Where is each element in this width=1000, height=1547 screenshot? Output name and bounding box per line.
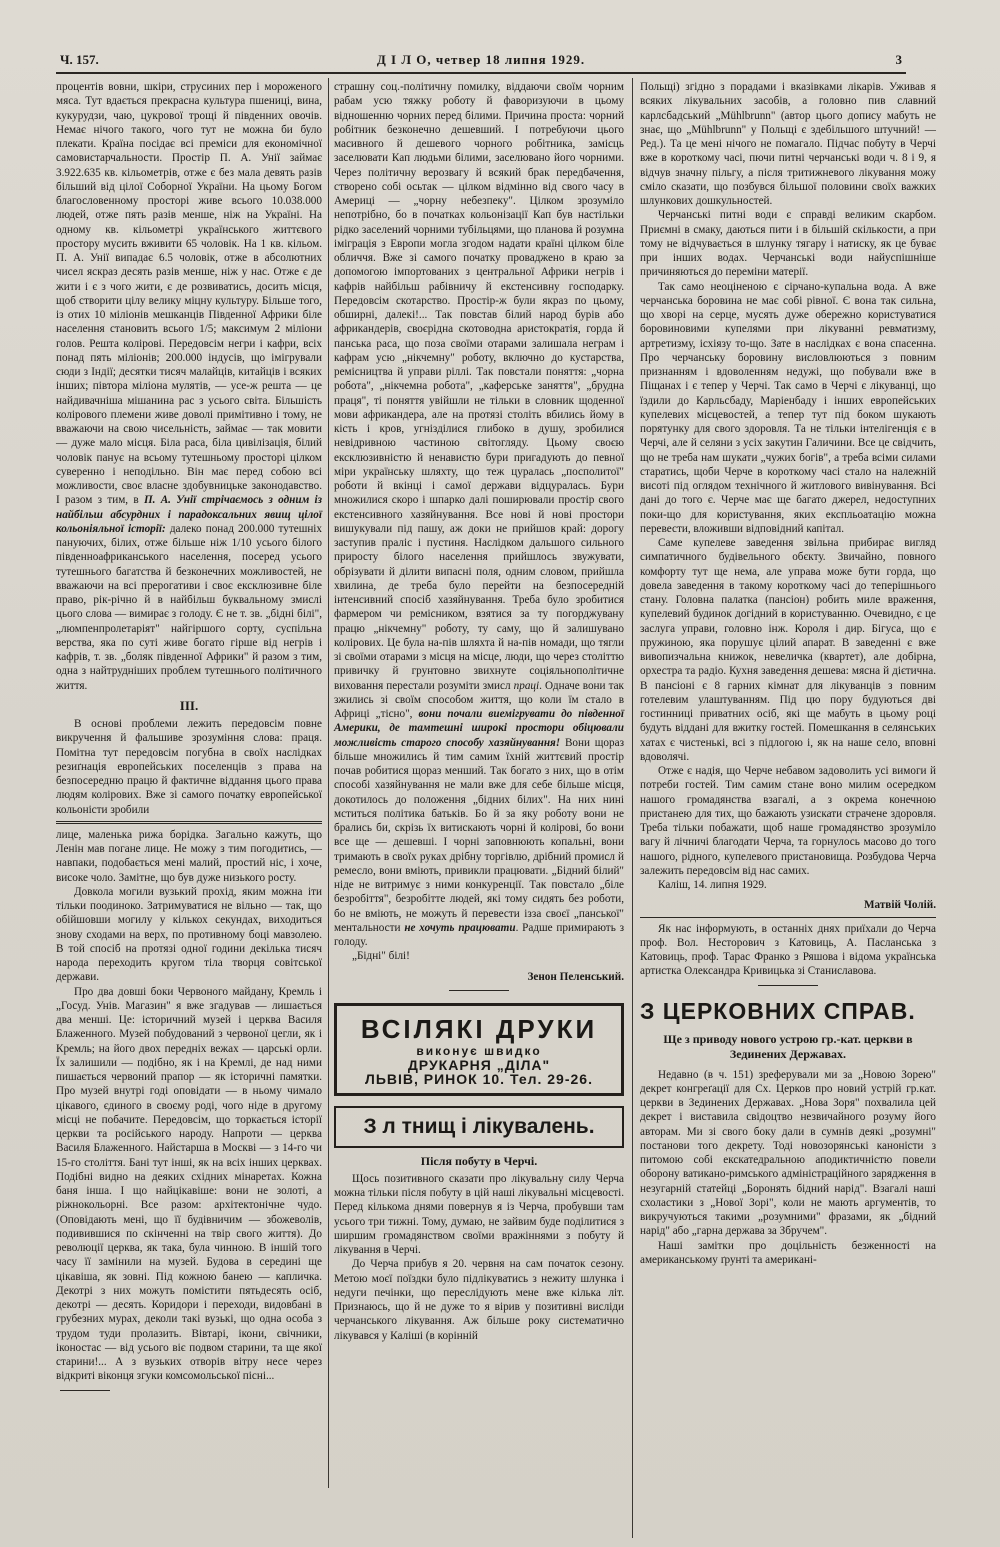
end-rule	[449, 990, 509, 991]
column-1	[56, 80, 322, 1391]
column-divider	[632, 78, 633, 1538]
column-3	[640, 80, 936, 1267]
author-signature: Зенон Пеленський.	[527, 970, 624, 983]
article-paragraph: В основі проблеми лежить передовсім повне викручення й фальшиве зрозуміння слова: праця. Помітна тут передовсім погубна в своїх наслідках резиґнація европейських поселенців з права на безпосередню працю й фактичне віддання цього права людям колірових. Вже зі самого початку европейської кольоністи зробили	[56, 718, 322, 816]
article-headline-box	[334, 1106, 624, 1148]
end-rule	[758, 985, 818, 986]
article-paragraph: Польщі) згідно з порадами і вказівками лікарів. Уживав я всяких лікувальних засобів, а головно пив славний карлсбадський „Mühlbrunn" (автор цього допису мабуть не знає, що „Mühlbrunn" у Польщі є здебільшого штучний! — Ред.). Та це мені нічого не помагало. Підчас побуту в Черчі вже в короткому часі, пючи питні черчанські води ч. 8 і 9, я відчув значну пільгу, а після тритижневого лікування можу сміло сказати, що позбувся більшої половини своїх важких шлункових дошкульностей.	[640, 81, 936, 207]
page-number: 3	[895, 52, 902, 67]
column-2	[334, 80, 624, 1343]
article-paragraph: До Черча прибув я 20. червня на сам початок сезону. Метою моєї поїздки було підлікуватись з нежиту шлунка і недуги печінки, що переслідують мене вже кілька літ. Признаюсь, що й не дуже то я вірив у позитивні висліди черчанського лікування. Аж більше року систематично лікувався у Каліші (в корінній	[334, 1258, 624, 1342]
article-paragraph: процентів вовни, шкіри, струсиних пер і мороженого мяса. Тут вдається прекрасна культура пшениці, вина, кукурудзи, чаю, цукрової трощі й південних овочів. Немає нічого такого, чого тут не можна би було плекати. Країна посідає всі преміси для економічної самовистарчальности. Простір П. А. Унії займає 3.922.635 кв. кільометрів, отже є без мала девять разів більший від цілої Соборної України. На цьому Богом благословенному просторі живе всього 10.038.000 людей, отже пять разів менше, ніж на Україні. На одному кв. кільометрі українського життєвого простору мусить вживити 65 чоловік. На 1 кв. кільом. П. А. Унії випадає 6.5 чоловік, отже в абсолютних чисел яскраз десять разів менше, ніж у нас. Отже є де жити і є з чого жити, є де розвиватись, досить місця, щоб створити цілу велику міцну культуру. Більше того, із отих 10 міліонів мешканців Південної Африки біле населення становить всього 1/5; максимум 2 міліони голов. Решта колірові. Передовсім негри і кафри, всіх понад пять міліонів; 200.000 індусів, що імігрували сюди з Індії; десятки тисяч малайців, китайців і всяких інших; півтора міліона мулятів, — усе-ж решта — це найдивачніша мішанина рас з усього світа. Більшість колірового племени живе доволі примітивно і тому, не вважаючи на свою чисельність, займає — так мовити — дуже мало місця. Біла раса, біла цивілізація, білий чоловік панує на всьому тутешньому просторі цілком суверенно і неподільно. Він має перед собою всі можливости, своє власне здобувницьке законодавство. І разом з тим, в П. А. Унії стрічаємось з одним із найбільш абсурдних і парадоксальних явищ цілої кольоніяльної історії: далеко понад 200.000 тутешніх пануючих, білих, отже більше ніж 1/10 усього білого південноафриканського населення, посеред усього тутешнього багатства й безконечних можливостей, не вважаючи на всі прерогативи і своє ексклюзивне біле право, рік-річно й в найбільш буквальному змислі цього слова — вимирає з голоду. Є не т. зв. „бідні білі", „люмпенпролетаріят" найгіршого сорту, суспільна верства, яка по суті живе богато гірше від негрів і кафрів, т. зв. „боляк південної Африки" й разом з тим, одна з найтрудніших проблем тутешнього політичного життя.	[56, 81, 323, 692]
article-paragraph: Про два довші боки Червоного майдану, Кремль і „Госуд. Унів. Магазин" я вже згадував — лишається два менші. Це: історичний музей і церква Василя Блаженного. Музей побудований з червоної цегли, як і Кремль; на його двох передніх вежах — царські орли. Їх залишили — подібно, як і на Кремлі, де над ними пишається червоний прапор — як історичні памятки. Про музей внутрі годі оповідати — в ньому чимало цікавого, єдиного в своєму роді, чого ніде в другому місці не побачите. Передовсім, що торкається історії церкви та російського народу. Напроти — церква Василя Блаженного. Найстарша в Москві — з 14-го чи 15-го століття. Бані тут інші, як на всіх інших церквах. Подібні видно на деяких східних мінаретах. Кожна баня інша. І що найцікавіше: вони не золоті, а ріжнокольорні. Все разом: архітектонічне чудо. (Оповідають мені, що її будівничим — збожеволів, подивившися по скінченні на твір свого життя). До революції церква, як така, була чинною. В іншій того часу її замінили на музей. Будова в середині ще цікавіша, як зовні. Під кожною банею — капличка. Декотрі з них можуть помістити пятьдесять осіб, декотрі — десять. Коридори і переходи, видовбані в грубезних мурах, деколи такі вузькі, що одна особа з трудом туди пролазить. Вівтарі, ікони, свічники, іконостас — від усього віє подвом старини, та ще якої старини!... А з вузьких отворів вітру несе через відкриті віконця згуки комсомольської пісні...	[56, 985, 322, 1383]
article-paragraph: лице, маленька рижа борідка. Загально кажуть, що Ленін мав погане лице. Не можу з тим погодитись, — навпаки, подобається мені малий, простий ніс, і хоче, високе чоло. Замітне, що був дуже низького росту.	[56, 828, 322, 884]
ad-headline: ВСІЛЯКІ ДРУКИ	[360, 1013, 598, 1044]
article-paragraph: Так само неоціненою є сірчано-купальна вода. А вже черчанська боровина не має собі рівної. Є вона так сильна, що хворі на серце, мусять дуже обережно користуватися боровиновими купелями при лікуванні ревматизму, артретизму, ісхіязу то-що. Зате в наслідках є вона спасенна. Про черчанську боровину висловлюються з повним признанням і вдоволенням недужі, що побували вже в Піщанах і є тепер у Черчі. Так само в Черчі є лікуванці, що їздили до Карльсбаду, Маріенбаду і інших европейських купелевих місцевостей, а тепер тут під боком шукають порятунку для свого здоровля. Та не тільки інтелігенція є в Черчі, але й селяни з усіх закутин Галичини. Все це свідчить, що не треба нам шукати „чужих богів", а треба всіми силами старатись, щоби Черче в короткому часі стало на належній висоті під оглядом технічного й житлового вивінування. Всі дані до того є. Черче має ще багато джерел, недоступних поки-що для користування, яких експльоатацію можна перевести, вложивши відповідний капітал.	[640, 280, 936, 535]
article-title: З л тнищ і лікувалень.	[363, 1114, 595, 1138]
article-subtitle: Після побуту в Черчі.	[420, 1153, 538, 1168]
issue-number: Ч. 157.	[60, 52, 99, 67]
article-paragraph: Отже є надія, що Черче небавом задоволить усі вимоги й потреби гостей. Тим самим стане воно милим осередком нашого громадянства взагалі, а з окрема конечною пристанею для тих, що бажають узискати страчене здоровля. Треба тільки побажати, щоб наше громадянство зрозуміло вагу й лічничі благодати Черча, та горнулось масово до того нашого, рідного, купелевого пристановища. Розбудова Черча залежить передовсім від нас самих.	[640, 765, 936, 877]
ad-address: ЛЬВІВ, РИНОК 10. Тел. 29-26.	[365, 1071, 593, 1088]
dateline: Каліш, 14. липня 1929.	[658, 879, 767, 891]
article-divider	[56, 821, 322, 824]
article-paragraph: Черчанські питні води є справді великим скарбом. Приємні в смаку, даються пити і в більшій скількости, а при тому не відчувається в шлунку тягару і натиску, як це буває при інших водах. Черчанські води найуспішніше причиняються до переміни матерії.	[640, 209, 936, 279]
section-headline: З ЦЕРКОВНИХ СПРАВ.	[640, 997, 916, 1024]
masthead	[56, 50, 906, 70]
article-divider	[640, 917, 936, 918]
ad-line: виконує швидко	[416, 1043, 542, 1058]
print-advertisement	[334, 1003, 624, 1096]
masthead-rule	[56, 72, 906, 74]
news-item: Як нас інформують, в останніх днях приїхали до Черча проф. Вол. Несторович з Катовиць, А. Пасланська з Катовиць, проф. Тарас Франко з Ряшова і відома українська артистка Олександра Кривицька зі Станиславова.	[640, 922, 936, 978]
column-divider	[328, 78, 329, 1488]
article-subtitle: Ще з приводу нового устрою гр.-кат. церкви в Зединених Державах.	[663, 1031, 913, 1061]
article-paragraph: Недавно (в ч. 151) зреферували ми за „Новою Зорею" декрет конгреґації для Сх. Церков про новий устрій гр.кат. церкви в Зединених Державах. „Нова Зоря" похвалила цей декрет і виставила свідоцтво незвичайного розуму його авторам. Ми зі свого боку дали в сумнів деякі „розумні" постанови того декрету. Тоді новозорянські каноністи з питомою собі екскатедральною аподиктичністю повели оборону ватикано-римського адміністраційного зарядження в незугарній статейці „Боронять бідний нарід". Взагалі наші схоластики з „Нової Зорі", коли не мають аргументів, то викручуються такими „розумними" фразами, як „бідний нарід" або „гарна держава за Збручем".	[640, 1068, 936, 1238]
end-rule	[60, 1390, 110, 1391]
ad-printer: ДРУКАРНЯ „ДІЛА"	[407, 1057, 551, 1073]
article-paragraph: „Бідні" білі!	[352, 950, 410, 963]
article-paragraph: страшну соц.-політичну помилку, віддаючи своїм чорним рабам усю тяжку роботу й фаворизуючи в цьому відношенню чорних перед білими. Причина проста: чорний робітник безконечно дешевший. І потребуючи цього масивного й дешевого чорного робітника, замісць заселювати Кап людьми білими, заселювано його чорними. Через політичну верозвагу й всякий брак передбачення, створено собі осьтак — цілком відмінно від свого часу в Америці — „чорну небезпеку". Цілком зрозуміло непотрібно, бо в початках кольонізації Кап був настільки рідко заселений чорними тубільцями, що планова й розумна іміграція з Европи могла згодом надати країні цілком біле обличчя. Вже зі самого початку проваджено в краю за допомогою імпортованих з центральної Африки негрів і кафрів найбільш рабівничу й екстенсивну господарку. Передовсім скотарство. Простір-ж були якраз по цьому, обширні, далекі!... Так повстав білий народ бурів або африкандерів, своєрідна скотоводна аристократія, горда й панська раса, що поза своїми отарами залишала неграм і кафрам усю „нікчемну" роботу, включно до кустарства, ремісництва й управи ріллі. Так повстали поняття: „чорна робота", „нікчемна робота", „каферське заняття", „брудна праця", ті поняття увійшли не тільки в словник щоденної мови африкандера, але на протязі століть вбились йому в кість і кров, угнізділися глибоко в душу, зробилися невідривною частиною світогляду. Цьому своєю ексклюзивністю й ненавистю бури пригадують до певної міри українську шляхту, що теж цуралась „посполитої" роботи й вкінці і самої держави відцуралась. Бури множилися скоро і шпарко далі поширювали простір свого екстенсивного хазяйнування. Все нові й нові простори вишукували під пашу, аж доки не прийшов край: дорогу заступив праліс і пустиня. Наслідком дальшого сильного приросту білого населення прийшлось звужувати, обрізувати й ділити випасні поля, одним словом, прийшла хвилина, де треба було перейти на безпосередній інтенсивний спосіб хазяйнування. Треба було зробитися фармером чи ремісником, взятися за ту погорджувану працю „нікчемну" роботу, ту саму, що й залишувано колірових. Це була на-пів шляхта й на-пів номади, що тягли зі своїми отарами з місця на місце, люди, що через століттю привичку й грунтовно звихнуте соціяльнополітичне виховання перестали розуміти змисл праці. Одначе вони так зжились зі своїм способом життя, що коли їм стало в Африці „тісно", вони почали виемігрувати до південної Америки, де тамтешні широкі простори обіцювали можливість старого способу хазяйнування! Вони щораз більше множились й тим самим їхній життєвий простір почав робитися щораз менший. Так богато з них, що в отім способі хазяйнування не мали вже для себе більше місця, докотилось до положення „бідних білих". На них нині мститься політика батьків. Бо й за яку роботу вони не брались би, скрізь їх витискають чорні й колірові, бо вони все ще — дешевші. І чорні заповнюють копальні, вони тримають в своїх руках дрібну торгівлю, дрібний промисл й ремесло, вони вміють, привикли працювати. „Бідний білий" ніде не витримує з ними конкуренції. Так повстало „біле безробіття", безробітте людей, які тому сидять без роботи, бо не вміють, не можуть й перевести ізза своєї „панської" ментальности не хочуть працювати. Радше примирають з голоду.	[334, 81, 625, 948]
article-paragraph: Щось позитивного сказати про лікувальну силу Черча можна тільки після побуту в цій наші лікувальні місцевості. Перед кількома днями повернув я із Черча, пробувши там усього три тижні. Тому, думаю, не зайвим буде поділитися з ширшим громадянством своїми вражіннями з побуту й лікування в Черчі.	[334, 1172, 624, 1256]
newspaper-title: Д І Л О, четвер 18 липня 1929.	[376, 52, 586, 67]
article-paragraph: Саме купелеве заведення звільна прибирає вигляд симпатичного будівельного обєкту. Звичайно, повного комфорту тут ще нема, але управа може бути горда, що довела заведення в такому короткому часі до теперішнього стану. Головна палатка (пансіон) робить миле враження, купелевий будинок догідний в користуванню. Очевидно, є це заслуга управи, головно інж. Короля і дир. Бігуса, що є пружиною, яка порушує цілий апарат. В заведенні є вже вивопизчальна книжок, невеличка (квартет), але добірна, орхестра та радіо. Кухня заведення дешева: мясна й дієтична. В пансіоні є 8 гарних кімнат для лікуванців з повним готелевим улаштуванням. Під цю пору будуються дві гостинниці приватних осіб, які ще мабуть в цьому році будуть віддані для вжитку гостей. Помешкання в селянських хатах є чистенькі, всі з підлогою і, як на наше село, вповні вдоволячі.	[640, 537, 936, 763]
author-signature: Матвій Чолій.	[863, 899, 936, 912]
article-paragraph: Наші замітки про доцільність безженності на американському ґрунті та американі-	[640, 1239, 936, 1266]
section-number: III.	[179, 697, 199, 713]
article-paragraph: Довкола могили вузький прохід, яким можна іти тільки поодиноко. Затримуватися не вільно — так, що обійшовши могилу у кількох секундах, виходиться знову сходами на верх, по противному боці мавзолею. В той спосіб на протязі одної години декілька тисяч народа переходить кругом тіла творця совітської держави.	[56, 885, 322, 984]
